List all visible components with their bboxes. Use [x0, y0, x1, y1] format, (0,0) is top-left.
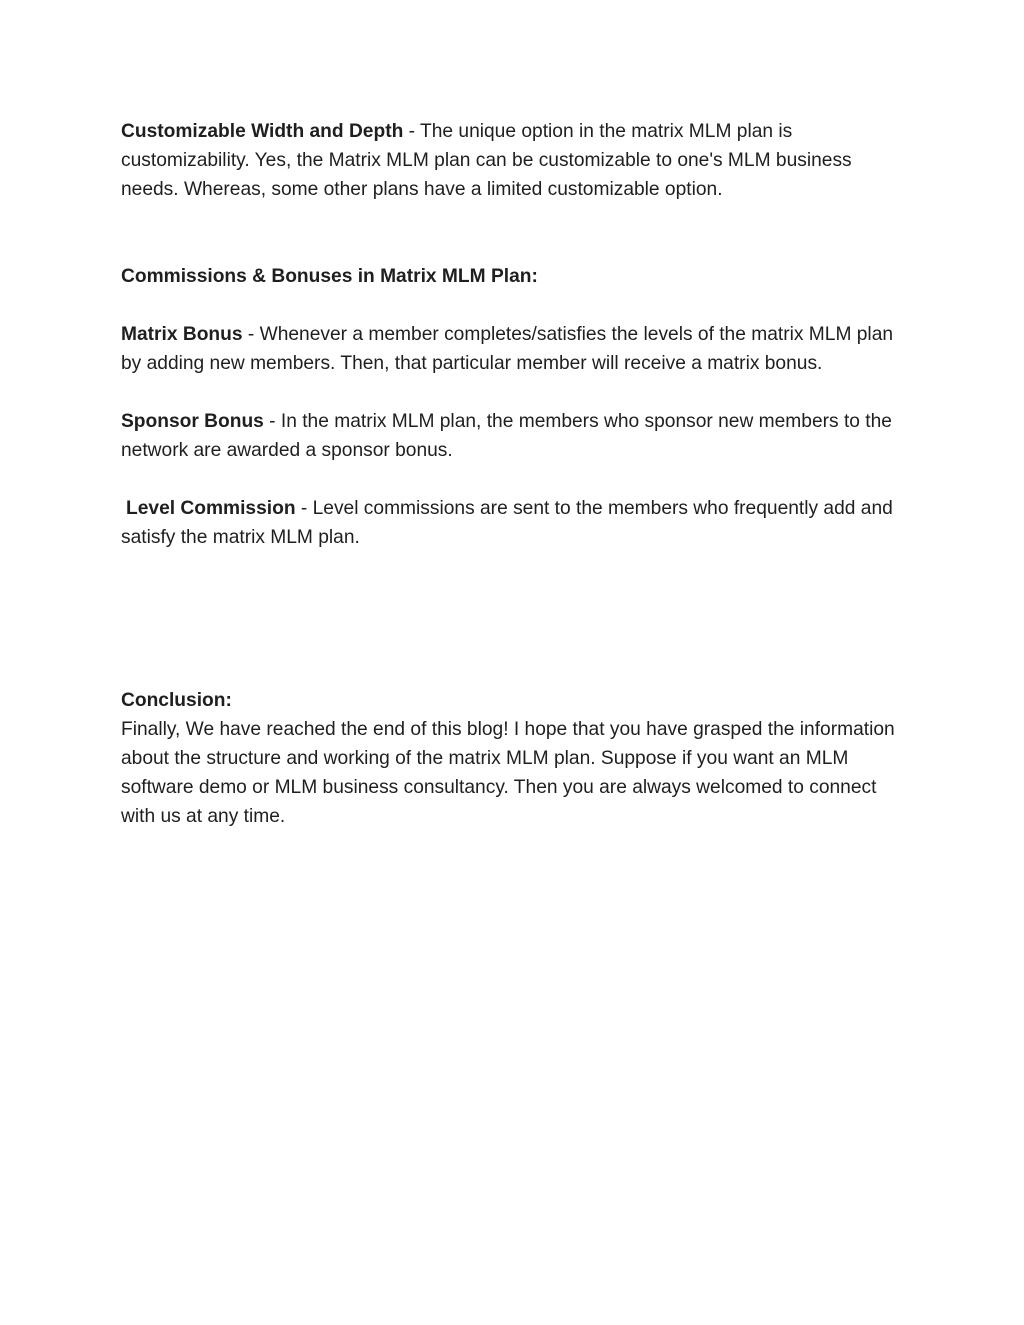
sponsor-bonus-text: - In the matrix MLM plan, the members who sponsor new members to the network are awarded a sponsor bonus. [121, 411, 892, 461]
matrix-bonus-paragraph [121, 320, 911, 378]
spacer [121, 291, 911, 320]
sponsor-bonus-paragraph [121, 407, 911, 465]
spacer [121, 552, 911, 686]
conclusion-heading: Conclusion: [121, 690, 232, 711]
level-commission-text: - Level commissions are sent to the members who frequently add and satisfy the matrix MLM plan. [121, 498, 893, 548]
matrix-bonus-text: - Whenever a member completes/satisfies the levels of the matrix MLM plan by adding new members. Then, that particular member will receive a matrix bonus. [121, 324, 894, 374]
customizable-term: Customizable Width and Depth [121, 121, 404, 142]
matrix-bonus-term: Matrix Bonus [121, 324, 243, 345]
level-commission-paragraph [121, 494, 911, 552]
customizable-text: - The unique option in the matrix MLM plan is customizability. Yes, the Matrix MLM plan can be customizable to one's MLM business needs. Whereas, some other plans have a limited customizable option. [121, 121, 852, 200]
customizable-paragraph [121, 117, 911, 204]
sponsor-bonus-term: Sponsor Bonus [121, 411, 264, 432]
level-commission-term: Level Commission [126, 498, 296, 519]
spacer [121, 465, 911, 494]
spacer [121, 204, 911, 262]
spacer [121, 378, 911, 407]
commissions-heading: Commissions & Bonuses in Matrix MLM Plan: [121, 266, 538, 287]
conclusion-text: Finally, We have reached the end of this blog! I hope that you have grasped the information about the structure and working of the matrix MLM plan. Suppose if you want an MLM software demo or MLM business consultancy. Then you are always welcomed to connect with us at any time. [121, 719, 895, 827]
document-page [121, 117, 911, 831]
